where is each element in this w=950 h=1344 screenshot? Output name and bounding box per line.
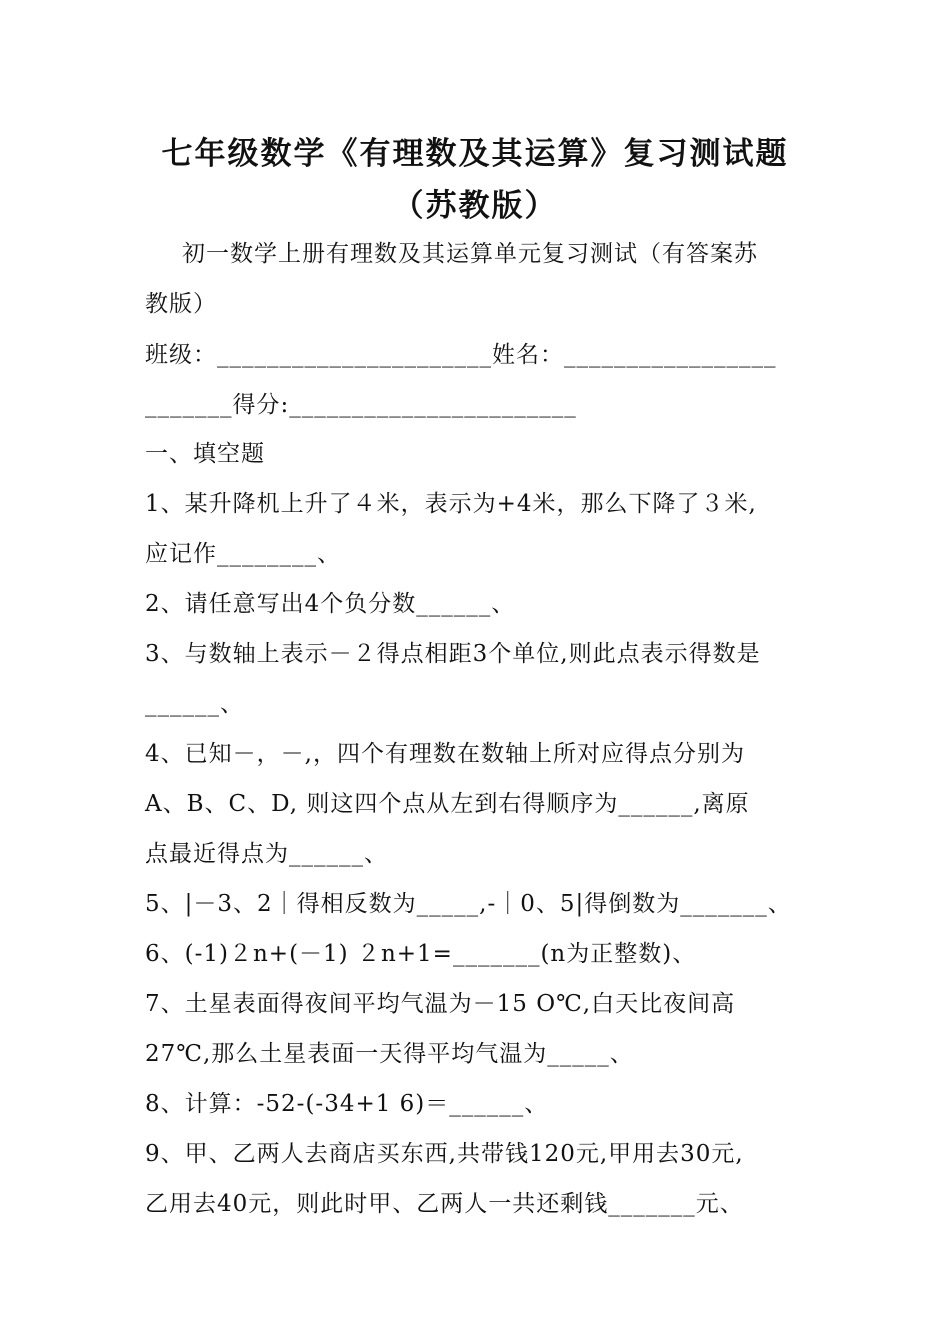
question-9-line-1: 9、甲、乙两人去商店买东西,共带钱120元,甲用去30元,	[145, 1141, 744, 1167]
question-4-line-1: 4、已知－，－,，四个有理数在数轴上所对应得点分别为	[145, 741, 745, 767]
question-5: 5、|－3、2｜得相反数为_____,-｜0、5|得倒数为_______、	[145, 891, 792, 917]
question-3-line-2: ______、	[145, 691, 244, 717]
score-field: _______得分:_______________________	[145, 392, 577, 418]
question-1-line-1: 1、某升降机上升了４米，表示为+4米，那么下降了３米,	[145, 491, 757, 517]
question-1-line-2: 应记作________、	[145, 541, 341, 567]
question-6: 6、(-1)２n+(－1) ２n+1=_______(n为正整数)、	[145, 941, 697, 967]
question-8: 8、计算：-52-(-34+1 6)＝______、	[145, 1091, 549, 1117]
class-name-fields: 班级：______________________姓名：_________________	[145, 342, 777, 368]
question-3-line-1: 3、与数轴上表示－２得点相距3个单位,则此点表示得数是	[145, 641, 761, 667]
document-title-line-2: （苏教版）	[392, 188, 558, 224]
subtitle-line-1: 初一数学上册有理数及其运算单元复习测试（有答案苏	[182, 241, 758, 267]
question-7-line-2: 27℃,那么土星表面一天得平均气温为_____、	[145, 1041, 634, 1067]
question-9-line-2: 乙用去40元，则此时甲、乙两人一共还剩钱_______元、	[145, 1191, 744, 1217]
question-2: 2、请任意写出4个负分数______、	[145, 591, 516, 617]
subtitle-line-2: 教版）	[145, 291, 217, 317]
section-heading: 一、填空题	[145, 441, 265, 467]
question-7-line-1: 7、土星表面得夜间平均气温为－15 O℃,白天比夜间高	[145, 991, 736, 1017]
question-4-line-2: A、B、C、D, 则这四个点从左到右得顺序为______,离原	[145, 791, 750, 817]
question-4-line-3: 点最近得点为______、	[145, 841, 388, 867]
document-title-line-1: 七年级数学《有理数及其运算》复习测试题	[161, 136, 789, 172]
